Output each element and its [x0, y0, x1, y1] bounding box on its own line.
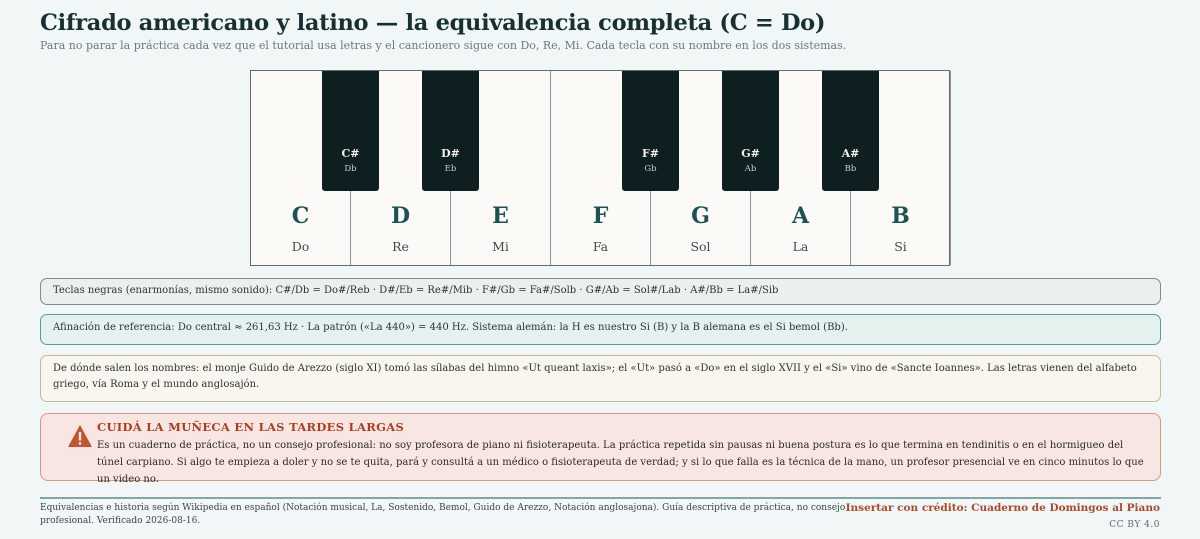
- white-key-name: Mi: [492, 239, 509, 254]
- piano-keyboard: [250, 70, 950, 266]
- white-key-letter: D: [390, 203, 411, 229]
- black-key-sharp: A#: [841, 147, 860, 160]
- white-key-name: La: [792, 239, 809, 254]
- black-key-sharp: C#: [341, 147, 360, 160]
- black-key-flat: Gb: [644, 164, 657, 174]
- white-key-letter: B: [891, 203, 910, 229]
- page-subtitle: Para no parar la práctica cada vez que el tutorial usa letras y el cancionero sigue con Do, Re, Mi. Cada tecla con su nombre en los dos sistemas.: [40, 39, 847, 52]
- page-title: Cifrado americano y latino — la equivalencia completa (C = Do): [40, 10, 826, 36]
- footer-credit: Insertar con crédito: Cuaderno de Domingos al Piano: [845, 502, 1160, 514]
- warning-body: Es un cuaderno de práctica, no un consejo profesional: no soy profesora de piano ni fisioterapeuta. La práctica repetida sin pausas ni buena postura es lo que termina en tendinitis o en el hormigueo del túnel carpiano. Si algo te empieza a doler y no se te quita, pará y consultá a un médico o fisioterapeuta de verdad; y si lo que falla es la técnica de la mano, un profesor presencial ve en cinco minutos lo que un video no.: [97, 440, 1144, 485]
- tuning-note: Afinación de referencia: Do central ≈ 261,63 Hz · La patrón («La 440») = 440 Hz. Sistema alemán: la H es nuestro Si (B) y la B alemana es el Si bemol (Bb).: [40, 314, 1161, 345]
- black-key-flat: Db: [344, 164, 357, 174]
- black-key-c-sharp: [322, 71, 379, 191]
- black-key-flat: Eb: [444, 164, 457, 174]
- black-key-sharp: G#: [741, 147, 760, 160]
- black-key-f-sharp: [622, 71, 679, 191]
- history-note: De dónde salen los nombres: el monje Guido de Arezzo (siglo XI) tomó las sílabas del himno «Ut queant laxis»; el «Ut» pasó a «Do» en el siglo XVII y el «Si» vino de «Sancte Ioannes». Las letras vienen del alfabeto griego, vía Roma y el mundo anglosajón.: [40, 355, 1161, 402]
- black-key-sharp: D#: [441, 147, 460, 160]
- white-key-name: Do: [291, 239, 310, 254]
- warning-callout: [40, 413, 1161, 485]
- black-key-sharp: F#: [641, 147, 660, 160]
- footer-divider: [40, 497, 1161, 499]
- white-key-letter: G: [691, 203, 710, 229]
- warning-triangle-icon: [67, 424, 93, 448]
- black-key-a-sharp: [822, 71, 879, 191]
- black-key-d-sharp: [422, 71, 479, 191]
- footer-license: CC BY 4.0: [1109, 520, 1160, 530]
- black-key-g-sharp: [722, 71, 779, 191]
- white-key-letter: F: [592, 203, 609, 229]
- white-key-letter: A: [791, 203, 810, 229]
- white-key-letter: E: [492, 203, 509, 229]
- enharmonics-note: Teclas negras (enarmonías, mismo sonido): C#/Db = Do#/Reb · D#/Eb = Re#/Mib · F#/Gb = Fa#/Solb · G#/Ab = Sol#/Lab · A#/Bb = La#/Sib: [40, 278, 1161, 305]
- white-key-name: Re: [392, 239, 409, 254]
- white-key-name: Sol: [690, 239, 711, 254]
- white-key-name: Fa: [592, 239, 609, 254]
- black-key-flat: Ab: [744, 164, 757, 174]
- black-key-flat: Bb: [844, 164, 857, 174]
- white-key-name: Si: [894, 239, 907, 254]
- white-key-letter: C: [291, 203, 310, 229]
- footer-sources: Equivalencias e historia según Wikipedia en español (Notación musical, La, Sostenido, Bemol, Guido de Arezzo, Notación anglosajona). Guía descriptiva de práctica, no consejo profesional. Verificado 2026-08-16.: [40, 503, 846, 526]
- warning-title: CUIDÁ LA MUÑECA EN LAS TARDES LARGAS: [97, 420, 405, 434]
